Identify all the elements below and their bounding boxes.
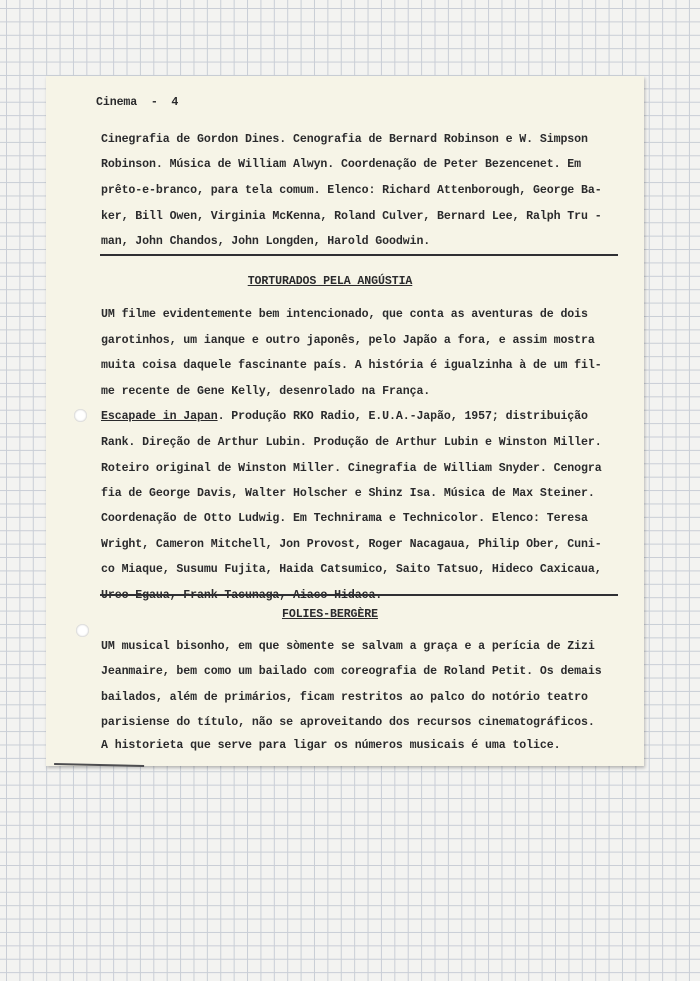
text-line: UM filme evidentemente bem intencionado, que conta as aventuras de dois <box>101 308 588 321</box>
text-line: Jeanmaire, bem como um bailado com coreografia de Roland Petit. Os demais <box>101 665 602 678</box>
text-line: ker, Bill Owen, Virginia McKenna, Roland Culver, Bernard Lee, Ralph Tru - <box>101 210 602 223</box>
text-line: A historieta que serve para ligar os números musicais é uma tolice. <box>101 739 561 752</box>
text-line: Robinson. Música de William Alwyn. Coordenação de Peter Bezencenet. Em <box>101 158 582 171</box>
text-line: co Miaque, Susumu Fujita, Haida Catsumico, Saito Tatsuo, Hideco Caxicaua, <box>101 563 602 576</box>
page-header: Cinema - 4 <box>96 96 179 109</box>
review-title: TORTURADOS PELA ANGÚSTIA <box>247 275 413 288</box>
text-line: Coordenação de Otto Ludwig. Em Technirama e Technicolor. Elenco: Teresa <box>101 512 588 525</box>
text-line: Roteiro original de Winston Miller. Cinegrafia de William Snyder. Cenogra <box>101 462 602 475</box>
punch-hole-bottom <box>76 624 89 637</box>
review-title: FOLIES-BERGÈRE <box>281 608 378 621</box>
section-divider <box>100 254 618 256</box>
text-line: Wright, Cameron Mitchell, Jon Provost, Roger Nacagaua, Philip Ober, Cuni- <box>101 538 602 551</box>
text-line: man, John Chandos, John Longden, Harold Goodwin. <box>101 235 431 248</box>
text-line: prêto-e-branco, para tela comum. Elenco: Richard Attenborough, George Ba- <box>101 184 602 197</box>
typewritten-page <box>46 76 644 766</box>
text-line: parisiense do título, não se aproveitando dos recursos cinematográficos. <box>101 716 595 729</box>
torn-edge <box>54 763 144 777</box>
text-line: me recente de Gene Kelly, desenrolado na França. <box>101 385 431 398</box>
film-title: Escapade in Japan <box>101 410 218 423</box>
text-line: Rank. Direção de Arthur Lubin. Produção de Arthur Lubin e Winston Miller. <box>101 436 602 449</box>
text-line: Cinegrafia de Gordon Dines. Cenografia de Bernard Robinson e W. Simpson <box>101 133 588 146</box>
punch-hole-top <box>74 409 87 422</box>
section-divider <box>100 594 618 596</box>
text-line: garotinhos, um ianque e outro japonês, pelo Japão a fora, e assim mostra <box>101 334 595 347</box>
text-line: bailados, além de primários, ficam restritos ao palco do notório teatro <box>101 691 588 704</box>
credits-text: . Produção RKO Radio, E.U.A.-Japão, 1957; distribuição <box>217 410 588 423</box>
text-line: muita coisa daquele fascinante país. A história é igualzinha à de um fil- <box>101 359 602 372</box>
text-line: UM musical bisonho, em que sòmente se salvam a graça e a perícia de Zizi <box>101 640 595 653</box>
credits-first-line <box>101 410 588 423</box>
text-line: fia de George Davis, Walter Holscher e Shinz Isa. Música de Max Steiner. <box>101 487 595 500</box>
